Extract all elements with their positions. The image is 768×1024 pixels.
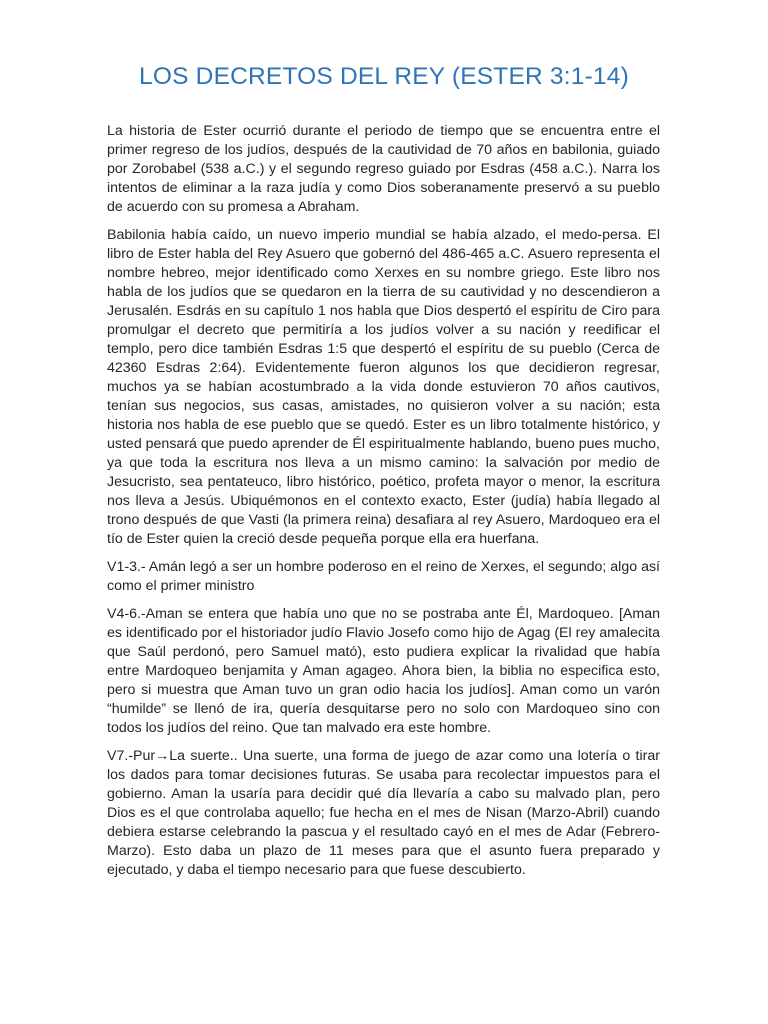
paragraph-v7: V7.-Pur→La suerte.. Una suerte, una forma de juego de azar como una lotería o tirar los dados para tomar decisiones futuras. Se usaba para recolectar impuestos para el gobierno. Aman la usaría para decidir qué día llevaría a cabo su malvado plan, pero Dios es el que controlaba aquello; fue hecha en el mes de Nisan (Marzo-Abril) cuando debiera estarse celebrando la pascua y el resultado cayó en el mes de Adar (Febrero-Marzo). Esto daba un plazo de 11 meses para que el asunto fuera preparado y ejecutado, y daba el tiempo necesario para que fuese descubierto. [107,748,660,878]
paragraph-context: Babilonia había caído, un nuevo imperio mundial se había alzado, el medo-persa. El libro de Ester habla del Rey Asuero que gobernó del 486-465 a.C. Asuero representa el nombre hebreo, mejor identificado como Xerxes en su nombre griego. Este libro nos habla de los judíos que se quedaron en la tierra de su cautividad y no descendieron a Jerusalén. Esdrás en su capítulo 1 nos habla que Dios despertó el espíritu de Ciro para promulgar el decreto que permitiría a los judíos volver a su nación y reedificar el templo, pero dice también Esdras 1:5 que despertó el espíritu de su pueblo (Cerca de 42360 Esdras 2:64). Evidentemente fueron algunos los que decidieron regresar, muchos ya se habían acostumbrado a la vida donde estuvieron 70 años cautivos, tenían sus negocios, sus casas, amistades, no quisieron volver a su nación; esta historia nos habla de ese pueblo que se quedó. Ester es un libro totalmente histórico, y usted pensará que puedo aprender de Él espiritualmente hablando, bueno pues mucho, ya que toda la escritura nos lleva a un mismo camino: la salvación por medio de Jesucristo, sea pentateuco, libro histórico, poético, profeta mayor o menor, la escritura nos lleva a Jesús. Ubiquémonos en el contexto exacto, Ester (judía) había llegado al trono después de que Vasti (la primera reina) desafiara al rey Asuero, Mardoqueo era el tío de Ester quien la creció desde pequeña porque ella era huerfana. [107,227,660,547]
page-title: LOS DECRETOS DEL REY (ESTER 3:1-14) [139,63,629,90]
paragraph-intro: La historia de Ester ocurrió durante el periodo de tiempo que se encuentra entre el primer regreso de los judíos, después de la cautividad de 70 años en babilonia, guiado por Zorobabel (538 a.C.) y el segundo regreso guiado por Esdras (458 a.C.). Narra los intentos de eliminar a la raza judía y como Dios soberanamente preservó a su pueblo de acuerdo con su promesa a Abraham. [107,123,660,215]
paragraph-v1-3: V1-3.- Amán legó a ser un hombre poderoso en el reino de Xerxes, el segundo; algo así como el primer ministro [107,559,660,594]
document-body [107,122,660,889]
paragraph-v4-6: V4-6.-Aman se entera que había uno que no se postraba ante Él, Mardoqueo. [Aman es identificado por el historiador judío Flavio Josefo como hijo de Agag (El rey amalecita que Saúl perdonó, pero Samuel mató), esto pudiera explicar la rivalidad que había entre Mardoqueo benjamita y Aman agageo. Ahora bien, la biblia no especifica esto, pero si muestra que Aman tuvo un gran odio hacia los judíos]. Aman como un varón “humilde” se llenó de ira, quería desquitarse pero no solo con Mardoqueo sino con todos los judíos del reino. Que tan malvado era este hombre. [107,606,660,736]
